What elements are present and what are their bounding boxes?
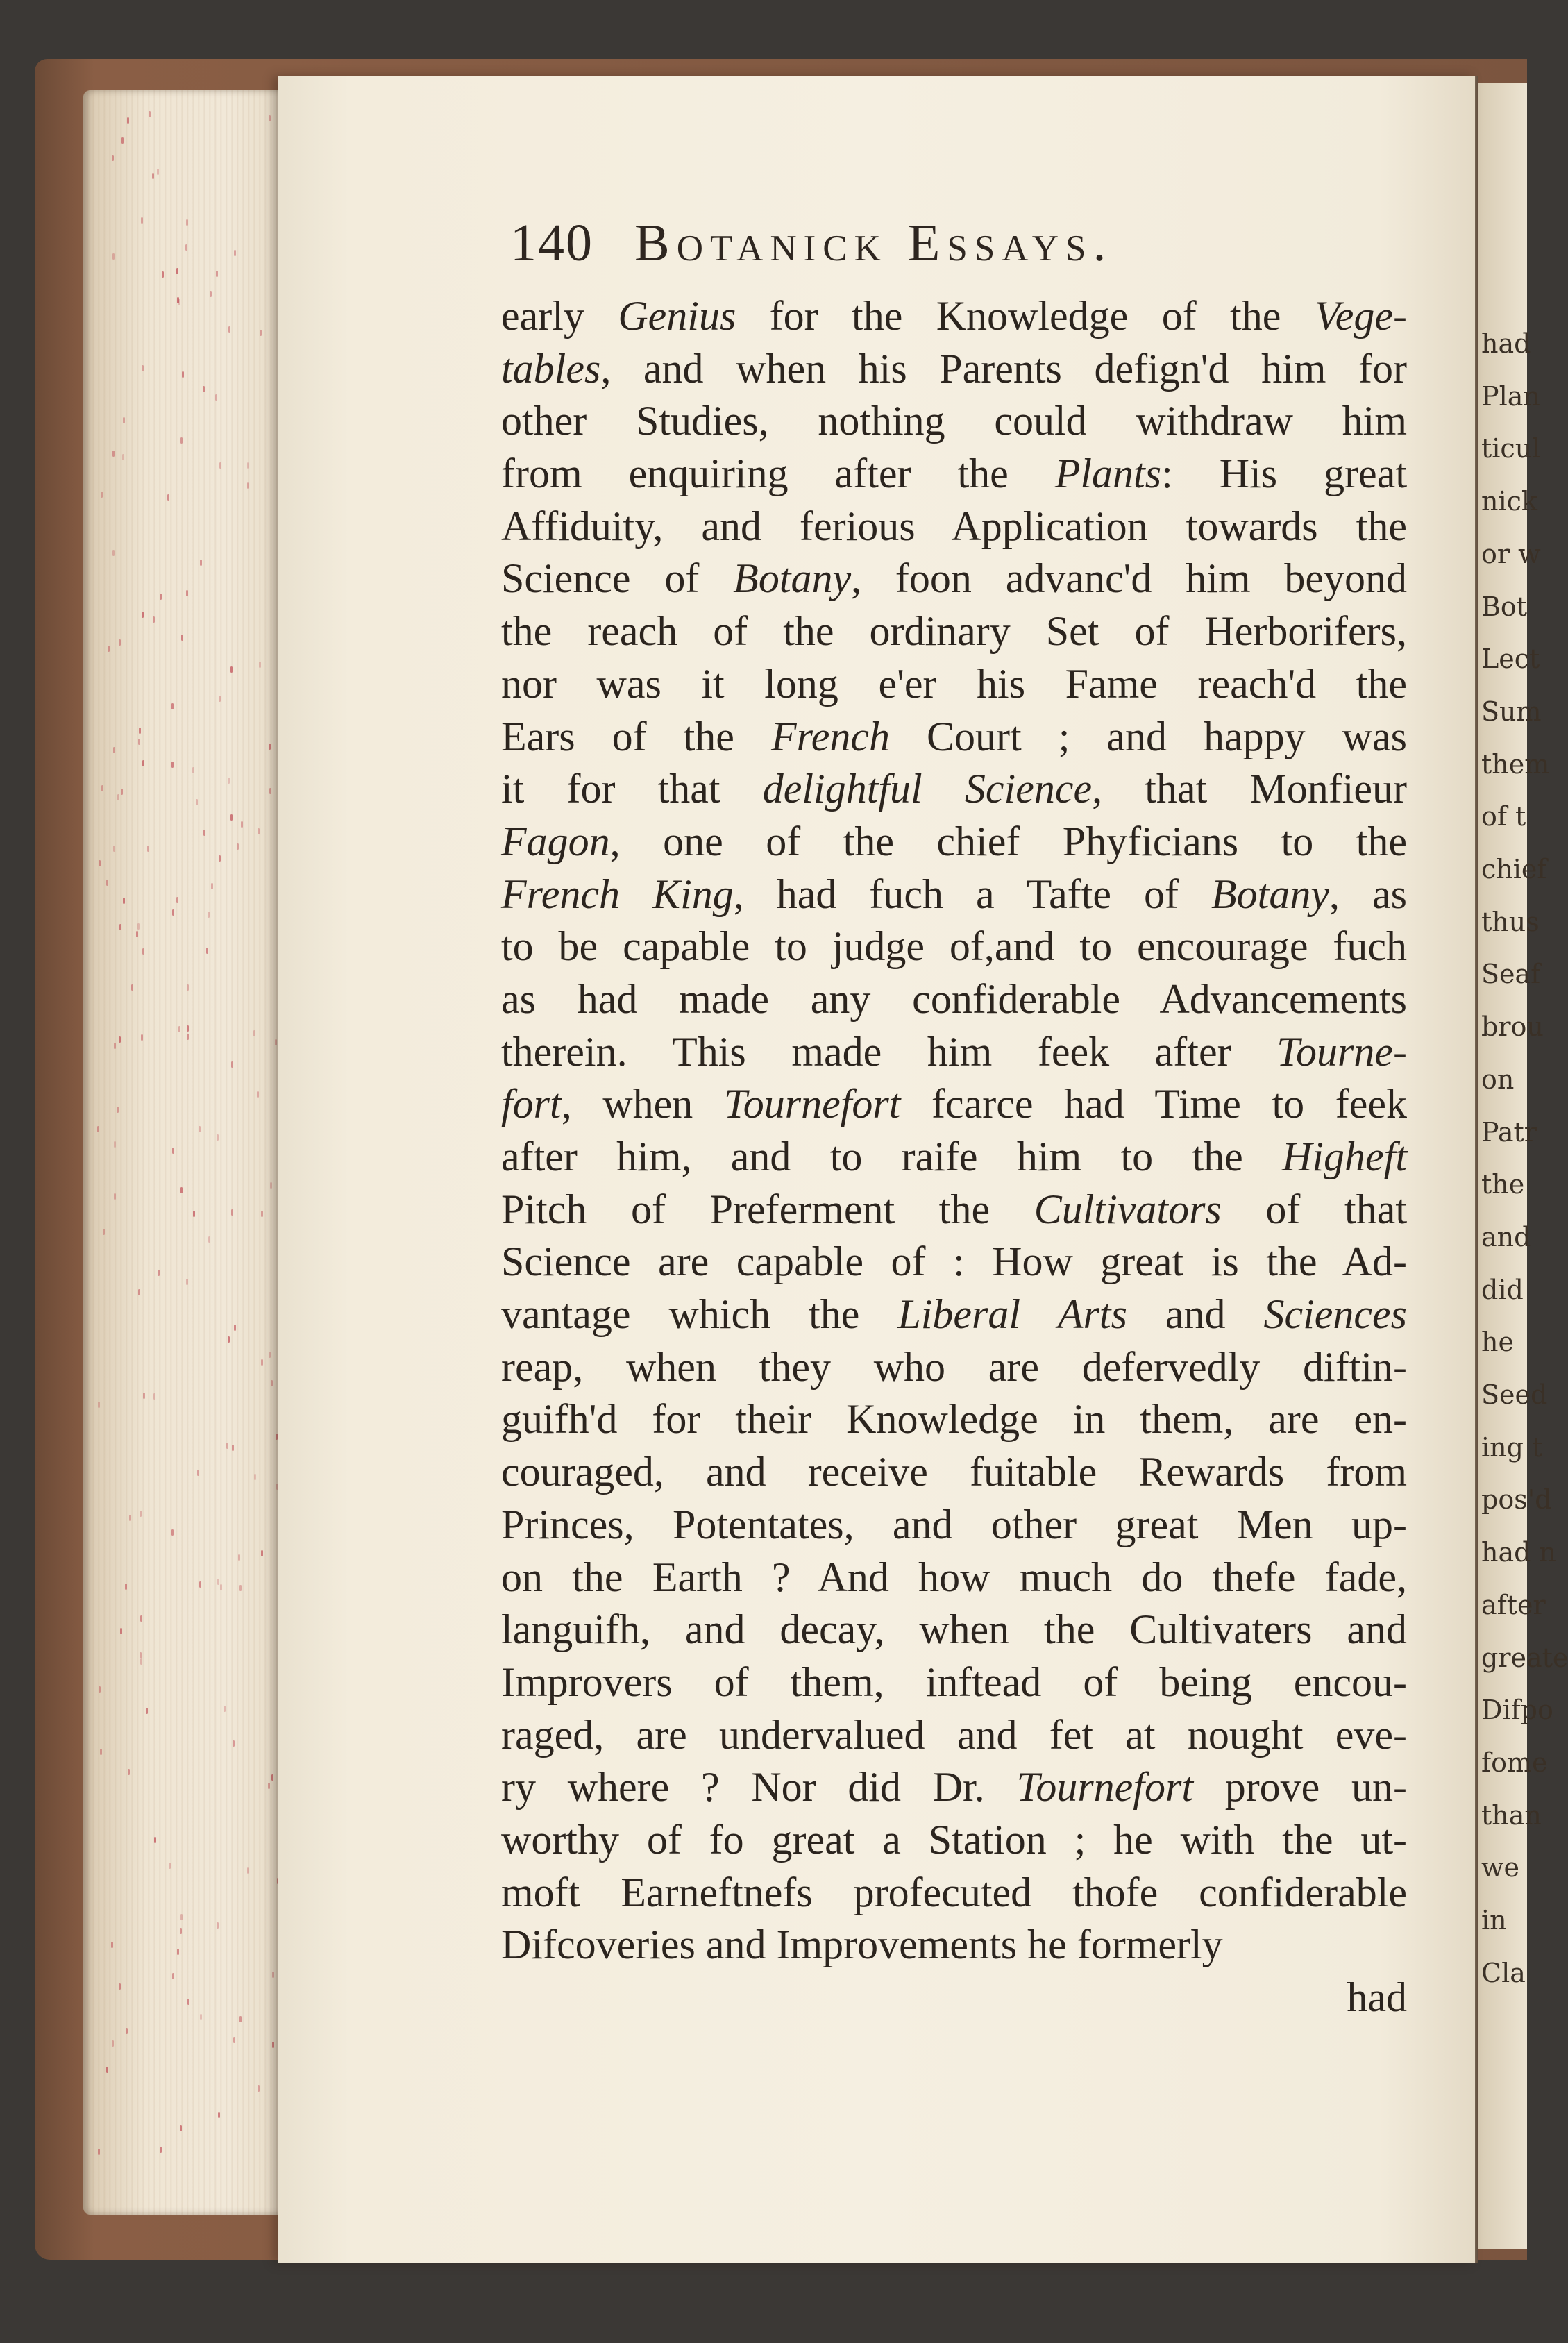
edge-speckle	[260, 330, 262, 336]
page-number: 140	[510, 214, 593, 272]
italic-run: Vege-	[1314, 293, 1407, 339]
text-line	[501, 763, 1407, 816]
edge-speckle	[200, 2014, 202, 2020]
text-line	[501, 1867, 1407, 1920]
text-line	[501, 395, 1407, 448]
text-run: Science are capable of : How great is the Ad-	[501, 1238, 1407, 1285]
text-line	[501, 1499, 1407, 1552]
edge-speckle	[153, 616, 155, 623]
edge-speckle	[233, 1740, 235, 1747]
edge-speckle	[216, 271, 218, 277]
facing-page-fragment: greate	[1481, 1642, 1568, 1673]
edge-speckle	[147, 846, 149, 852]
edge-speckle	[185, 244, 187, 251]
edge-speckle	[121, 137, 124, 144]
edge-speckle	[114, 1043, 116, 1049]
edge-speckle	[219, 462, 221, 469]
edge-speckle	[208, 912, 210, 918]
edge-speckle	[187, 1025, 189, 1032]
italic-run: Genius	[618, 293, 736, 339]
text-line	[501, 658, 1407, 711]
edge-speckle	[143, 1393, 145, 1399]
edge-speckle	[186, 219, 188, 226]
edge-speckle	[261, 1550, 263, 1556]
edge-speckle	[171, 762, 174, 768]
facing-page-fragment: Sum	[1481, 696, 1542, 727]
text-run: fcarce had Time to feek	[900, 1081, 1407, 1127]
text-run: , foon advanc'd him beyond	[851, 555, 1408, 602]
edge-speckle	[140, 1615, 142, 1622]
edge-speckle	[258, 2085, 260, 2092]
facing-page-fragment: Plan	[1481, 380, 1540, 412]
facing-page-fragment: ing t	[1481, 1431, 1543, 1463]
edge-speckle	[131, 984, 133, 991]
edge-speckle	[142, 760, 144, 766]
text-run: , that Monfieur	[1092, 766, 1407, 812]
edge-speckle	[180, 1187, 183, 1193]
edge-speckle	[217, 1922, 219, 1929]
edge-speckle	[154, 1837, 156, 1843]
edge-speckle	[208, 1236, 210, 1243]
running-title: Botanick Essays.	[634, 214, 1113, 272]
facing-page-fragment: and	[1481, 1221, 1531, 1252]
edge-speckle	[258, 828, 260, 834]
text-line	[501, 501, 1407, 553]
edge-speckle	[217, 1579, 219, 1585]
italic-run: delightful Science	[762, 766, 1093, 812]
edge-speckle	[237, 843, 239, 850]
text-line	[501, 1078, 1407, 1131]
facing-page-fragment: fome	[1481, 1747, 1548, 1778]
edge-speckle	[257, 1091, 259, 1098]
edge-speckle	[180, 2125, 182, 2131]
edge-speckle	[141, 217, 143, 224]
facing-page-fragment: Seed	[1481, 1379, 1548, 1410]
text-line	[501, 1341, 1407, 1394]
edge-speckle	[211, 883, 213, 889]
edge-speckle	[141, 1034, 143, 1041]
edge-speckle	[197, 1470, 199, 1476]
edge-speckle	[112, 253, 115, 260]
edge-speckle	[268, 1783, 270, 1789]
text-line	[501, 290, 1407, 343]
edge-speckle	[228, 778, 230, 784]
text-run: vantage which the	[501, 1291, 898, 1338]
edge-speckle	[142, 948, 144, 955]
text-run: therein. This made him feek after	[501, 1028, 1277, 1075]
edge-speckle	[121, 789, 123, 795]
edge-speckle	[269, 744, 271, 750]
text-run: after him, and to raife him to the	[501, 1134, 1283, 1179]
text-run: raged, are undervalued and fet at nought eve-	[501, 1711, 1407, 1758]
italic-run: French King	[501, 871, 734, 917]
facing-page-fragment: pos'd	[1481, 1484, 1552, 1515]
facing-page-fragment: thus	[1481, 906, 1540, 937]
facing-page-fragment: brou	[1481, 1011, 1544, 1043]
edge-speckle	[192, 767, 194, 773]
edge-speckle	[172, 1148, 174, 1154]
edge-speckle	[100, 1749, 102, 1755]
edge-speckle	[140, 1652, 142, 1658]
edge-speckle	[271, 1380, 273, 1386]
text-run: it for that	[501, 766, 763, 812]
edge-speckle	[217, 1134, 219, 1141]
italic-run: Tourne-	[1276, 1028, 1407, 1075]
edge-speckle	[231, 1061, 233, 1068]
edge-speckle	[272, 2042, 274, 2048]
text-run: moft Earneftnefs profecuted thofe confiderable	[501, 1869, 1407, 1915]
text-line	[501, 1131, 1407, 1184]
edge-speckle	[108, 646, 110, 652]
edge-speckle	[123, 417, 125, 423]
edge-speckle	[114, 1141, 116, 1148]
text-line	[501, 1604, 1407, 1656]
edge-speckle	[112, 2040, 114, 2047]
edge-speckle	[219, 696, 221, 702]
edge-speckle	[186, 590, 188, 596]
text-line	[501, 448, 1407, 501]
edge-speckle	[247, 482, 249, 489]
edge-speckle	[117, 794, 119, 800]
facing-page-fragment: did	[1481, 1274, 1524, 1305]
edge-speckle	[203, 386, 205, 392]
facing-page-fragment: had n	[1481, 1537, 1557, 1568]
edge-speckle	[158, 1270, 160, 1276]
edge-speckle	[160, 594, 162, 600]
text-line	[501, 1236, 1407, 1288]
edge-speckle	[238, 1554, 240, 1561]
text-line	[501, 1919, 1407, 1972]
edge-speckle	[119, 924, 121, 930]
edge-speckle	[99, 860, 101, 866]
text-run: other Studies, nothing could withdraw him	[501, 398, 1407, 444]
edge-speckle	[157, 169, 159, 175]
edge-speckle	[210, 291, 212, 297]
edge-speckle	[254, 1474, 256, 1480]
edge-speckle	[123, 898, 125, 904]
facing-page-fragment: or w	[1481, 538, 1541, 569]
edge-speckle	[113, 747, 115, 753]
edge-speckle	[142, 365, 144, 371]
edge-speckle	[261, 1359, 263, 1366]
text-run: early	[501, 293, 618, 339]
facing-page-fragment: on	[1481, 1064, 1515, 1095]
edge-speckle	[182, 371, 184, 378]
italic-run: tables	[501, 345, 601, 392]
edge-speckle	[233, 2037, 235, 2043]
italic-run: French	[770, 713, 890, 759]
facing-page-fragment: chief	[1481, 854, 1547, 884]
text-line	[501, 605, 1407, 658]
facing-page-fragment: the	[1481, 1169, 1525, 1200]
italic-run: Tournefort	[1016, 1764, 1193, 1811]
edge-speckle	[136, 931, 138, 937]
edge-speckle	[176, 897, 178, 903]
edge-speckle	[232, 1445, 234, 1451]
text-run: ry where ? Nor did Dr.	[501, 1764, 1017, 1811]
text-run: guifh'd for their Knowledge in them, are en-	[501, 1396, 1407, 1443]
edge-speckle	[172, 909, 174, 916]
edge-speckle	[162, 271, 164, 278]
text-line	[501, 1026, 1407, 1079]
text-run: nor was it long e'er his Fame reach'd the	[501, 660, 1407, 707]
edge-speckle	[259, 662, 261, 668]
edge-speckle	[103, 1229, 105, 1235]
edge-speckle	[196, 799, 198, 805]
text-line	[501, 1393, 1407, 1446]
facing-page-fragment: nick	[1481, 486, 1537, 517]
edge-speckle	[234, 250, 236, 256]
edge-speckle	[117, 1107, 119, 1113]
text-run: as had made any confiderable Advancements	[501, 975, 1407, 1022]
edge-speckle	[199, 1581, 201, 1588]
text-line	[501, 921, 1407, 973]
edge-speckle	[228, 326, 230, 333]
facing-page-fragment: them	[1481, 748, 1550, 780]
edge-speckle	[234, 1325, 236, 1331]
edge-speckle	[149, 111, 151, 117]
text-run: Princes, Potentates, and other great Men up-	[501, 1501, 1407, 1547]
facing-page-fragment: Seaf	[1481, 959, 1541, 990]
edge-speckle	[138, 1289, 140, 1295]
edge-speckle	[120, 1628, 122, 1634]
edge-speckle	[101, 492, 103, 498]
facing-page-fragment: in	[1481, 1905, 1507, 1935]
running-header	[510, 215, 1413, 271]
edge-speckle	[112, 550, 115, 556]
italic-run: Liberal Arts	[897, 1291, 1127, 1338]
facing-page-fragment: ticul	[1481, 433, 1541, 464]
edge-speckle	[199, 1126, 201, 1132]
text-run: couraged, and receive fuitable Rewards from	[501, 1449, 1407, 1495]
text-run: , one of the chief Phyficians to the	[609, 818, 1407, 864]
text-line	[501, 1656, 1407, 1709]
italic-run: Cultivators	[1034, 1186, 1222, 1232]
edge-speckle	[247, 462, 249, 469]
text-run: , as	[1329, 871, 1407, 917]
text-run: Affiduity, and ferious Application towards the	[501, 503, 1407, 549]
edge-speckle	[269, 115, 271, 121]
facing-page-edge	[1478, 83, 1568, 2249]
edge-speckle	[177, 297, 179, 303]
edge-speckle	[219, 855, 221, 862]
edge-speckle	[152, 173, 154, 179]
edge-speckle	[106, 880, 108, 886]
edge-speckle	[178, 1026, 180, 1032]
edge-speckle	[119, 639, 121, 646]
edge-speckle	[269, 788, 271, 794]
text-line	[501, 1814, 1407, 1867]
text-run: : His great	[1161, 451, 1407, 497]
text-run: of that	[1221, 1186, 1407, 1232]
edge-speckle	[119, 1983, 121, 1990]
edge-speckle	[160, 2147, 162, 2153]
catchword: had	[1347, 1974, 1407, 2020]
text-run: Ears of the	[501, 713, 771, 759]
text-line	[501, 1552, 1407, 1604]
edge-speckle	[167, 494, 169, 501]
edge-speckle	[247, 1867, 249, 1874]
text-run: for the Knowledge of the	[736, 293, 1315, 339]
italic-run: Botany	[1211, 871, 1329, 917]
edge-speckle	[187, 984, 189, 991]
text-line	[501, 553, 1407, 605]
edge-speckle	[171, 703, 174, 709]
edge-speckle	[203, 830, 205, 836]
text-line	[501, 868, 1407, 921]
text-line	[501, 343, 1407, 396]
edge-speckle	[140, 1658, 142, 1665]
edge-speckle	[142, 612, 144, 618]
text-line	[501, 1709, 1407, 1762]
edge-speckle	[128, 1769, 130, 1775]
edge-speckle	[98, 1402, 100, 1408]
text-run: , when	[561, 1081, 724, 1127]
edge-speckle	[186, 1279, 188, 1285]
text-run: the reach of the ordinary Set of Herborifers,	[501, 608, 1407, 655]
edge-speckle	[187, 1034, 189, 1040]
text-run: prove un-	[1192, 1764, 1408, 1811]
edge-speckle	[224, 1706, 226, 1712]
edge-speckle	[180, 1914, 183, 1920]
edge-speckle	[226, 1443, 228, 1449]
edge-speckle	[140, 1511, 142, 1517]
edge-speckle	[119, 1036, 121, 1043]
text-run: Court ; and happy was	[890, 713, 1407, 759]
edge-speckle	[101, 785, 103, 791]
edge-speckle	[127, 117, 129, 124]
facing-page-fragment: we	[1481, 1852, 1520, 1883]
edge-speckle	[112, 451, 115, 457]
edge-speckle	[241, 821, 243, 828]
edge-speckle	[98, 2149, 100, 2155]
text-line	[501, 711, 1407, 764]
facing-page-fragment: Patr	[1481, 1116, 1537, 1148]
edge-speckle	[180, 1928, 182, 1934]
edge-speckle	[137, 923, 140, 930]
edge-speckle	[169, 1863, 171, 1869]
edge-speckle	[172, 1973, 174, 1979]
edge-speckle	[215, 394, 217, 401]
edge-speckle	[122, 454, 124, 460]
edge-speckle	[112, 155, 114, 161]
edge-speckle	[270, 1182, 272, 1189]
edge-speckle	[113, 846, 115, 852]
page-body-text	[501, 290, 1407, 2024]
edge-speckle	[218, 2112, 220, 2118]
text-line	[501, 816, 1407, 868]
edge-speckle	[126, 2028, 128, 2034]
italic-run: fort	[501, 1081, 562, 1127]
edge-speckle	[239, 1585, 242, 1591]
italic-run: Higheft	[1282, 1134, 1407, 1179]
text-line	[501, 973, 1407, 1026]
text-run: Improvers of them, inftead of being encou-	[501, 1658, 1407, 1705]
edge-speckle	[177, 1949, 179, 1955]
facing-page-fragment: he	[1481, 1327, 1514, 1358]
edge-speckle	[139, 728, 141, 734]
italic-run: Fagon	[501, 818, 610, 864]
edge-speckle	[111, 1942, 113, 1948]
edge-speckle	[231, 1209, 233, 1216]
edge-speckle	[206, 948, 208, 954]
edge-speckle	[272, 1972, 274, 1978]
edge-speckle	[200, 560, 202, 566]
edge-speckle	[146, 1708, 148, 1714]
edge-speckle	[261, 1211, 263, 1217]
facing-page-fragment: of t	[1481, 801, 1526, 832]
page-block-edge	[83, 90, 292, 2215]
edge-speckle	[187, 1999, 189, 2005]
edge-speckle	[253, 1030, 255, 1036]
facing-page-fragment: had	[1481, 328, 1531, 359]
edge-speckle	[99, 1686, 101, 1693]
edge-speckle	[269, 1352, 271, 1358]
edge-speckle	[193, 1211, 195, 1217]
text-line	[501, 1184, 1407, 1236]
edge-speckle	[138, 739, 140, 745]
facing-page-fragment: Bot	[1481, 591, 1528, 622]
text-run: Pitch of Preferment the	[501, 1186, 1034, 1232]
text-run: , had fuch a Tafte of	[733, 871, 1212, 917]
facing-page-fragment: Difpo	[1481, 1695, 1553, 1726]
text-run: languifh, and decay, when the Cultivaters and	[501, 1606, 1407, 1653]
text-run: reap, when they who are defervedly diftin-	[501, 1343, 1407, 1390]
edge-speckle	[271, 1774, 273, 1781]
facing-page-fragment: than	[1481, 1799, 1542, 1831]
edge-speckle	[153, 1393, 155, 1400]
text-run: and	[1127, 1291, 1264, 1338]
edge-speckle	[171, 1529, 174, 1536]
facing-page-fragment: after	[1481, 1589, 1546, 1620]
edge-speckle	[230, 666, 233, 673]
italic-run: Sciences	[1263, 1291, 1407, 1338]
edge-speckle	[97, 1126, 99, 1132]
edge-speckle	[176, 268, 178, 274]
edge-speckle	[275, 1039, 277, 1045]
text-run: Science of	[501, 555, 734, 602]
edge-speckle	[239, 2016, 242, 2022]
edge-speckle	[220, 1584, 222, 1590]
text-line	[501, 1761, 1407, 1814]
italic-run: Botany	[733, 555, 852, 602]
edge-speckle	[228, 1336, 230, 1343]
edge-speckle	[230, 814, 233, 821]
facing-page-fragment: Lect	[1481, 644, 1540, 675]
text-run: to be capable to judge of,and to encourage fuch	[501, 923, 1407, 970]
edge-speckle	[180, 437, 183, 444]
text-line	[501, 1446, 1407, 1499]
text-run: from enquiring after the	[501, 451, 1055, 497]
edge-speckle	[181, 635, 183, 641]
edge-speckle	[129, 1515, 131, 1521]
text-line	[501, 1288, 1407, 1341]
text-run: Difcoveries and Improvements he formerly	[501, 1922, 1223, 1968]
text-run: on the Earth ? And how much do thefe fade,	[501, 1554, 1407, 1600]
text-run: , and when his Parents defign'd him for	[600, 345, 1407, 392]
facing-page-fragment: Cla	[1481, 1957, 1526, 1988]
text-run: worthy of fo great a Station ; he with the ut-	[501, 1816, 1407, 1863]
italic-run: Plants	[1054, 451, 1162, 497]
italic-run: Tournefort	[723, 1081, 901, 1127]
edge-speckle	[125, 1584, 127, 1590]
edge-speckle	[106, 2067, 108, 2073]
edge-speckle	[114, 1193, 116, 1200]
